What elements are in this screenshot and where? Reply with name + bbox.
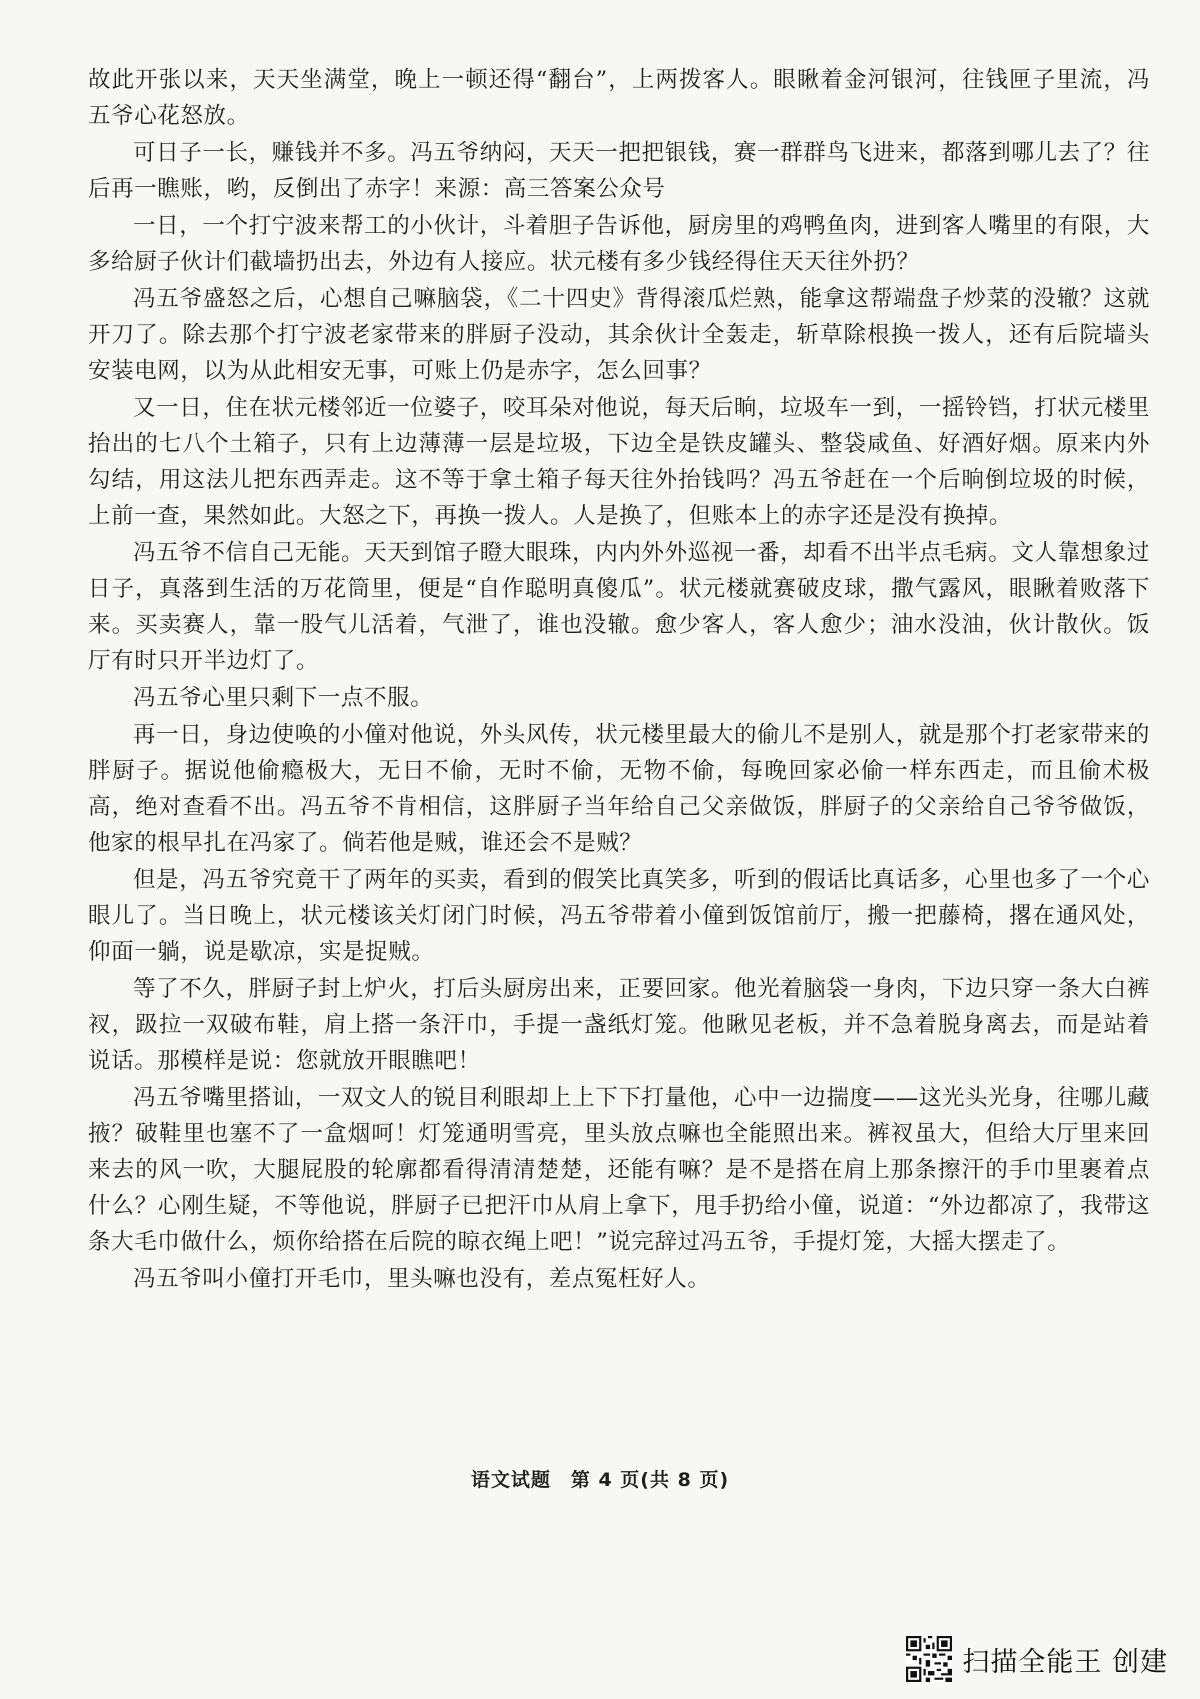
paragraph-9: 但是，冯五爷究竟干了两年的买卖，看到的假笑比真笑多，听到的假话比真话多，心里也多了一个心眼儿了。当日晚上，状元楼该关灯闭门时候，冯五爷带着小僮到饭馆前厅，搬一把藤椅，撂在通风处，仰面一躺，说是歇凉，实是捉贼。: [88, 867, 1150, 965]
article-body: [88, 62, 1150, 1298]
scanner-app-label: 扫描全能王 创建: [962, 1646, 1168, 1678]
scanner-watermark: [906, 1636, 1168, 1682]
paragraph-12: 冯五爷叫小僮打开毛巾，里头嘛也没有，差点冤枉好人。: [133, 1266, 711, 1292]
paragraph-1: 故此开张以来，天天坐满堂，晚上一顿还得“翻台”，上两拨客人。眼瞅着金河银河，往钱匣子里流，冯五爷心花怒放。: [88, 67, 1150, 129]
paragraph-6: 冯五爷不信自己无能。天天到馆子瞪大眼珠，内内外外巡视一番，却看不出半点毛病。文人靠想象过日子，真落到生活的万花筒里，便是“自作聪明真傻瓜”。状元楼就赛破皮球，撒气露风，眼瞅着败落下来。买卖赛人，靠一股气儿活着，气泄了，谁也没辙。愈少客人，客人愈少；油水没油，伙计散伙。饭厅有时只开半边灯了。: [88, 540, 1150, 674]
paragraph-4: 冯五爷盛怒之后，心想自己嘛脑袋，《二十四史》背得滚瓜烂熟，能拿这帮端盘子炒菜的没辙？这就开刀了。除去那个打宁波老家带来的胖厨子没动，其余伙计全轰走，斩草除根换一拨人，还有后院墙头安装电网，以为从此相安无事，可账上仍是赤字，怎么回事？: [88, 286, 1150, 384]
paragraph-7: 冯五爷心里只剩下一点不服。: [133, 685, 434, 711]
qr-code-icon: [906, 1636, 952, 1682]
page-footer: 语文试题 第 4 页(共 8 页): [470, 1469, 730, 1491]
paragraph-11: 冯五爷嘴里搭讪，一双文人的锐目利眼却上上下下打量他，心中一边揣度——这光头光身，往哪儿藏掖？破鞋里也塞不了一盒烟呵！灯笼通明雪亮，里头放点嘛也全能照出来。裤衩虽大，但给大厅里来回来去的风一吹，大腿屁股的轮廓都看得清清楚楚，还能有嘛？是不是搭在肩上那条擦汗的手巾里裹着点什么？心刚生疑，不等他说，胖厨子已把汗巾从肩上拿下，甩手扔给小僮，说道：“外边都凉了，我带这条大毛巾做什么，烦你给搭在后院的晾衣绳上吧！”说完辞过冯五爷，手提灯笼，大摇大摆走了。: [88, 1085, 1150, 1255]
paragraph-10: 等了不久，胖厨子封上炉火，打后头厨房出来，正要回家。他光着脑袋一身肉，下边只穿一条大白裤衩，趿拉一双破布鞋，肩上搭一条汗巾，手提一盏纸灯笼。他瞅见老板，并不急着脱身离去，而是站着说话。那模样是说：您就放开眼瞧吧！: [88, 976, 1150, 1074]
paragraph-8: 再一日，身边使唤的小僮对他说，外头风传，状元楼里最大的偷儿不是别人，就是那个打老家带来的胖厨子。据说他偷瘾极大，无日不偷，无时不偷，无物不偷，每晚回家必偷一样东西走，而且偷术极高，绝对查看不出。冯五爷不肯相信，这胖厨子当年给自己父亲做饭，胖厨子的父亲给自己爷爷做饭，他家的根早扎在冯家了。倘若他是贼，谁还会不是贼？: [88, 722, 1150, 856]
paragraph-2: 可日子一长，赚钱并不多。冯五爷纳闷，天天一把把银钱，赛一群群鸟飞进来，都落到哪儿去了？往后再一瞧账，哟，反倒出了赤字！来源：高三答案公众号: [88, 140, 1150, 202]
paragraph-3: 一日，一个打宁波来帮工的小伙计，斗着胆子告诉他，厨房里的鸡鸭鱼肉，进到客人嘴里的有限，大多给厨子伙计们截墙扔出去，外边有人接应。状元楼有多少钱经得住天天往外扔？: [88, 213, 1150, 275]
paragraph-5: 又一日，住在状元楼邻近一位婆子，咬耳朵对他说，每天后晌，垃圾车一到，一摇铃铛，打状元楼里抬出的七八个土箱子，只有上边薄薄一层是垃圾，下边全是铁皮罐头、整袋咸鱼、好酒好烟。原来内外勾结，用这法儿把东西弄走。这不等于拿土箱子每天往外抬钱吗？冯五爷赶在一个后晌倒垃圾的时候，上前一查，果然如此。大怒之下，再换一拨人。人是换了，但账本上的赤字还是没有换掉。: [88, 395, 1150, 529]
